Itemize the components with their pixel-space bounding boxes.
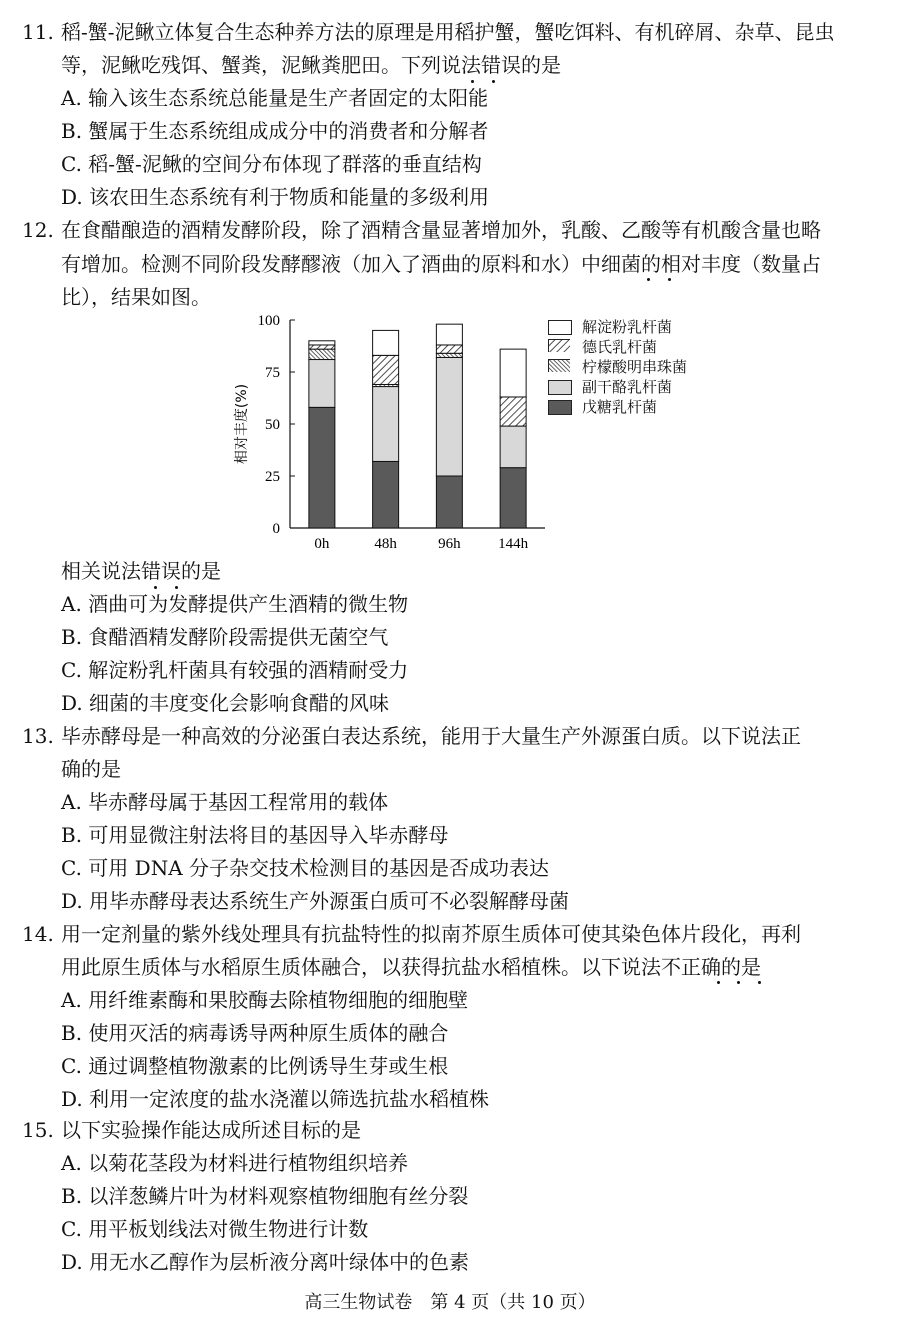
question-14-stem-line-2: 用此原生质体与水稻原生质体融合，以获得抗盐水稻植株。以下说法不正确的是 [61,955,761,979]
legend-swatch-white [548,320,572,335]
question-14-option-c: C. 通过调整植物激素的比例诱导生芽或生根 [61,1054,449,1078]
question-15-number: 15. [22,1118,54,1142]
question-12-stem-line-1: 在食醋酿造的酒精发酵阶段，除了酒精含量显著增加外，乳酸、乙酸等有机酸含量也略 [61,218,821,242]
emphasis-dots [708,981,770,985]
legend-label: 柠檬酸明串珠菌 [582,358,688,376]
legend-label: 解淀粉乳杆菌 [582,318,673,336]
bar-segment [309,345,335,349]
question-15-stem-line-1: 以下实验操作能达成所述目标的是 [61,1118,361,1142]
question-14-option-d: D. 利用一定浓度的盐水浇灌以筛选抗盐水稻植株 [61,1087,490,1111]
question-12-prompt: 相关说法错误的是 [61,559,221,583]
question-15-option-a: A. 以菊花茎段为材料进行植物组织培养 [61,1151,409,1175]
legend-label: 德氏乳杆菌 [582,338,658,356]
bar-segment [309,349,335,359]
question-13-stem-line-2: 确的是 [61,757,121,781]
y-tick-label: 0 [272,521,280,537]
question-14-option-a: A. 用纤维素酶和果胶酶去除植物细胞的细胞壁 [61,988,469,1012]
question-14-option-b: B. 使用灭活的病毒诱导两种原生质体的融合 [61,1021,449,1045]
question-13-number: 13. [22,724,54,748]
legend-swatch-dark [548,400,572,415]
page-footer: 高三生物试卷 第 4 页（共 10 页） [304,1292,596,1313]
question-13-stem-line-1: 毕赤酵母是一种高效的分泌蛋白表达系统，能用于大量生产外源蛋白质。以下说法正 [61,724,801,748]
question-11-stem-line-1: 稻-蟹-泥鳅立体复合生态种养方法的原理是用稻护蟹，蟹吃饵料、有机碎屑、杂草、昆虫 [61,20,835,44]
question-12-option-d: D. 细菌的丰度变化会影响食醋的风味 [61,691,390,715]
question-13-option-b: B. 可用显微注射法将目的基因导入毕赤酵母 [61,823,449,847]
question-11-option-a: A. 输入该生态系统总能量是生产者固定的太阳能 [61,86,489,110]
question-11-option-b: B. 蟹属于生态系统组成成分中的消费者和分解者 [61,119,489,143]
question-11-stem-line-2: 等，泥鳅吃残饵、蟹粪，泥鳅粪肥田。下列说法错误的是 [61,53,561,77]
question-15-option-c: C. 用平板划线法对微生物进行计数 [61,1217,369,1241]
y-tick-label: 25 [265,469,280,485]
y-tick-label: 75 [265,365,280,381]
bar-segment [309,407,335,528]
question-13-option-c: C. 可用 DNA 分子杂交技术检测目的基因是否成功表达 [61,856,549,880]
bar-segment [373,461,399,528]
bar-segment [500,397,526,426]
legend-label: 戊糖乳杆菌 [582,398,658,416]
bar-segment [500,426,526,468]
question-12-stem-line-2: 有增加。检测不同阶段发酵醪液（加入了酒曲的原料和水）中细菌的相对丰度（数量占 [61,252,821,276]
question-12-option-c: C. 解淀粉乳杆菌具有较强的酒精耐受力 [61,658,409,682]
question-11-option-d: D. 该农田生态系统有利于物质和能量的多级利用 [61,185,490,209]
y-tick-label: 50 [265,417,280,433]
x-tick-label: 144h [498,536,529,552]
question-12-number: 12. [22,218,54,242]
bar-segment [373,387,399,462]
bar-segment [309,341,335,345]
question-15-option-b: B. 以洋葱鳞片叶为材料观察植物细胞有丝分裂 [61,1184,469,1208]
bar-segment [309,360,335,408]
bar-segment [436,476,462,528]
x-tick-label: 48h [374,536,397,552]
legend-swatch-dense-hatch [548,359,570,372]
question-12-option-b: B. 食醋酒精发酵阶段需提供无菌空气 [61,625,389,649]
bar-segment [373,330,399,355]
emphasis-dots [145,586,187,590]
question-14-stem-line-1: 用一定剂量的紫外线处理具有抗盐特性的拟南芥原生质体可使其染色体片段化，再利 [61,922,801,946]
question-13-option-a: A. 毕赤酵母属于基因工程常用的载体 [61,790,389,814]
bacteria-abundance-chart [230,308,550,558]
bar-segment [436,345,462,353]
emphasis-dots [462,80,504,84]
y-tick-label: 100 [257,313,280,329]
bar-segment [436,357,462,476]
legend-swatch-hatch [548,339,570,352]
x-tick-label: 0h [314,536,330,552]
bar-segment [373,355,399,384]
bar-segment [500,349,526,397]
question-13-option-d: D. 用毕赤酵母表达系统生产外源蛋白质可不必裂解酵母菌 [61,889,570,913]
legend-label: 副干酪乳杆菌 [582,378,673,396]
bar-segment [500,468,526,528]
question-12-option-a: A. 酒曲可为发酵提供产生酒精的微生物 [61,592,409,616]
question-12-stem-line-3: 比），结果如图。 [61,285,211,309]
question-11-option-c: C. 稻-蟹-泥鳅的空间分布体现了群落的垂直结构 [61,152,482,176]
bar-segment [436,324,462,345]
legend-swatch-light [548,380,572,395]
y-axis-title: 相对丰度(%) [234,383,250,465]
emphasis-dots [638,278,680,282]
question-14-number: 14. [22,922,54,946]
question-11-number: 11. [22,20,54,44]
bar-segment [436,353,462,357]
question-15-option-d: D. 用无水乙醇作为层析液分离叶绿体中的色素 [61,1250,470,1274]
x-tick-label: 96h [438,536,461,552]
